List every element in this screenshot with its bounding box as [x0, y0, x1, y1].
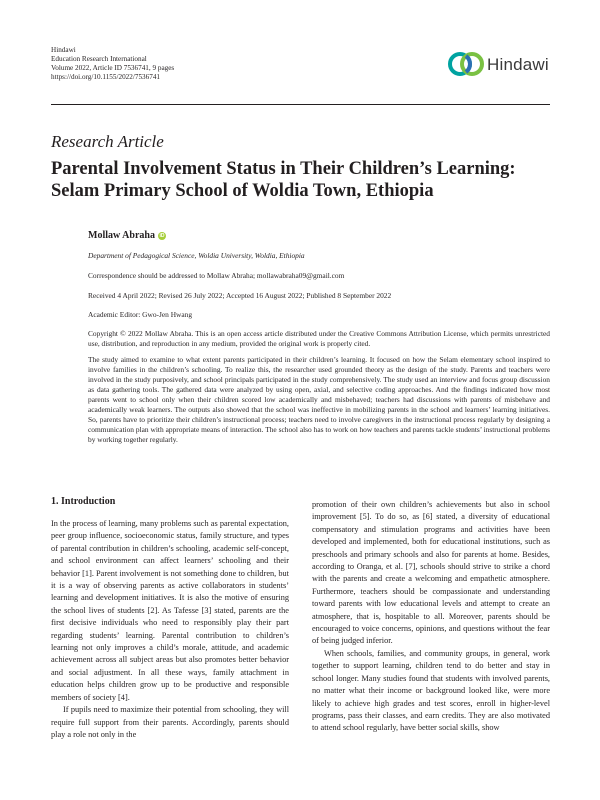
paragraph: promotion of their own children’s achievements but also in school improvement [5]. To do so, as [6] stated, a diversity of educational compensatory and stimulation programs and activities have been developed and implemented, both for educational institutions, such as preschools and primary schools and also for parents at home. Besides, according to Oranga, et al. [7], schools should strive to strike a chord with the parents and create a welcoming and empathetic atmosphere. Furthermore, teachers should be compassionate and understanding toward parents with low educational levels and attempt to create an atmosphere, that is, hospitable to all. Moreover, parents should be encouraged to voice concerns, opinions, and questions without the fear of being judged inferior. — [312, 500, 550, 646]
logo-wordmark: Hindawi — [487, 55, 549, 74]
copyright-notice: Copyright © 2022 Mollaw Abraha. This is an open access article distributed under the Creative Commons Attribution License, which permits unrestricted use, distribution, and reproduction in any medium, provided the original work is properly cited. — [88, 329, 550, 348]
doi-link[interactable]: https://doi.org/10.1155/2022/7536741 — [51, 73, 161, 81]
header-divider — [51, 104, 550, 105]
academic-editor: Academic Editor: Gwo-Jen Hwang — [88, 310, 193, 319]
abstract: The study aimed to examine to what extent parents participated in their children’s learning. It focused on how the Selam elementary school inspired to involve families in the children’s schooling. To realize this, the researcher used grounded theory as the design of the study. Parents and teachers were involved in the study purposively, and school principals participated in the study comprehensively. The study used an interview and focus group discussion as data gathering tools. The gathered data were analyzed by using open, axial, and selective coding approaches. And the findings indicated how most parents went to school only when their children scored low academically and misbehaved; teachers had discussions with parents of misbehave and academically weak learners. The outputs also showed that the school was ineffective in mobilizing parents in the school and learners’ learning initiatives. So, parents have to prioritize their children’s instructional process; teachers need to involve caregivers in the instructional process regularly by designing a communication plan with appropriate means of interaction. The school also has to work on how teachers and parents tackle students’ instructional problems by working together regularly. — [88, 355, 550, 444]
section-heading: 1. Introduction — [51, 496, 116, 507]
hindawi-logo-icon — [446, 44, 486, 84]
hindawi-logo — [446, 44, 556, 84]
paragraph: In the process of learning, many problems such as parental expectation, peer group influence, socioeconomic status, family structure, and types of parental contribution in children’s schooling, academic self-concept, and school environment can affect learners’ schooling and their behavior [1]. Parent involvement is not something done to children, but it is a way of observing parents as active collaborators in students’ learning and development initiatives. It is also the motive of ensuring the school lives of students [2]. As Tafesse [3] stated, parents are the first decisive individuals who need to responsibly play their part regarding students’ learning. Parental contribution to children’s learning not only improves a child’s morale, attitude, and academic achievement across all subject areas but also promotes better behavior and social adjustment. In all these ways, family attachment in education helps children grow up to be productive and responsible members of society [4]. — [51, 519, 289, 702]
orcid-icon[interactable]: iD — [159, 232, 165, 239]
right-column — [312, 499, 550, 735]
affiliation: Department of Pedagogical Science, Woldia University, Woldia, Ethiopia — [88, 251, 305, 260]
article-type: Research Article — [51, 132, 164, 151]
volume-info: Volume 2022, Article ID 7536741, 9 pages — [51, 64, 175, 72]
article-title: Parental Involvement Status in Their Children’s Learning: Selam Primary School of Woldia Town, Ethiopia — [51, 159, 516, 201]
correspondence: Correspondence should be addressed to Mollaw Abraha; mollawabraha09@gmail.com — [88, 271, 345, 280]
journal-header — [51, 46, 174, 82]
paragraph: When schools, families, and community groups, in general, work together to support learning, children tend to do better and stay in school longer. Many studies found that students with involved parents, no matter what their income or background looked like, were more likely to achieve high grades and test scores, enroll in higher-level programs, pass their classes, and earn credits. They are also motivated to attend school regularly, have better social skills, show — [312, 648, 550, 733]
paragraph: If pupils need to maximize their potential from schooling, they will require full support from their parents. Accordingly, parents should play a role not only in the — [51, 705, 289, 739]
author-line — [88, 230, 166, 241]
publisher-name: Hindawi — [51, 46, 76, 54]
author-name[interactable]: Mollaw Abraha — [88, 230, 155, 241]
journal-name: Education Research International — [51, 55, 147, 63]
history-dates: Received 4 April 2022; Revised 26 July 2022; Accepted 16 August 2022; Published 8 September 2022 — [88, 291, 392, 300]
left-column — [51, 518, 289, 741]
